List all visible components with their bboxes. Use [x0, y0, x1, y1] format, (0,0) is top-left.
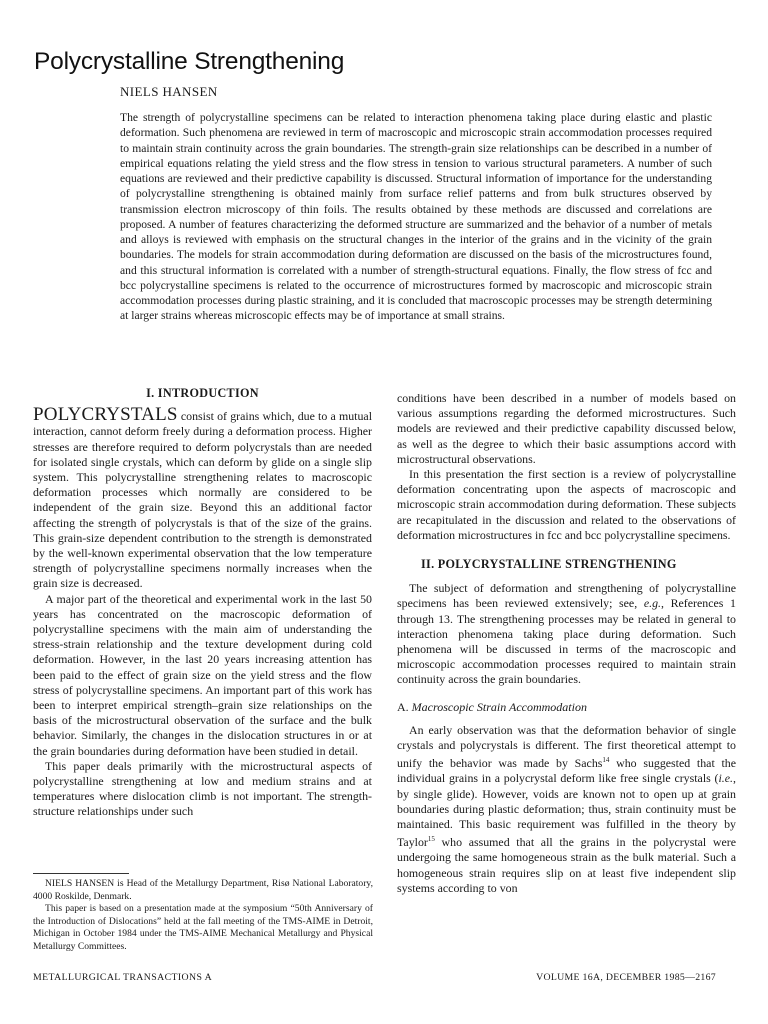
footnote-author-affiliation: NIELS HANSEN is Head of the Metallurgy Department, Risø National Laboratory, 4000 Roskilde, Denmark. — [33, 878, 373, 902]
subsection-ie: i.e. — [718, 771, 734, 786]
paper-title: Polycrystalline Strengthening — [34, 48, 345, 76]
intro-paragraph-continued: conditions have been described in a number of models based on various assumptions regarding the deformed microstructures. Such models are reviewed and their predictive capability discussed below, as well as the degree to which their basic assumptions accord with microstructural observations. — [397, 391, 736, 466]
subsection-text-b: who suggested that the individual grains in a polycrystal deform like free single crystals ( — [397, 756, 737, 786]
subsection-text-d: who assumed that all the grains in the polycrystal were undergoing the same homogeneous strain as the bulk material. Such a homogeneous strain requires slip on at least five independent slip systems according to von — [397, 835, 736, 895]
footnote-rule — [33, 873, 129, 874]
intro-dropcap: POLYCRYSTALS — [33, 404, 178, 426]
reference-14: 14 — [602, 756, 610, 765]
intro-paragraph-3: This paper deals primarily with the microstructural aspects of polycrystalline strengthening at low and medium strains and at temperatures where dislocation climb is not important. The strength-structure relationships under such — [33, 758, 372, 819]
subsection-text-a: An early observation was that the deformation behavior of single crystals and polycrystals is different. The first theoretical attempt to unify the behavior was made by Sachs — [397, 722, 736, 771]
footnotes — [33, 878, 373, 954]
abstract: The strength of polycrystalline specimens can be related to interaction phenomena taking place during elastic and plastic deformation. Such phenomena are reviewed in term of macroscopic and microscopic strain accommodation processes required to maintain strain continuity across the grain boundaries. The strength-grain size relationships can be described in a number of empirical equations relating the yield stress and the flow stress in tension to various structural parameters. A number of such equations are reviewed and their predictive capability is discussed. Structural information of importance for the understanding of polycrystalline strengthening is obtained mainly from surface relief patterns and from bulk structures observed by transmission electron microscopy of thin foils. The results obtained by these methods are discussed and correlations are proposed. A number of features characterizing the deformed structure are summarized and the behavior of a number of metals and alloys is reviewed with emphasis on the structural changes in the interior of the grains and in the vicinity of the grain boundaries. The models for strain accommodation during deformation are discussed on the basis of the microstructures found, and this structural information is correlated with a number of strength-structural equations. Finally, the flow stress of fcc and bcc polycrystalline specimens is related to the occurrence of microstructures formed by macroscopic and microscopic strain accommodation processes during plastic straining, and it is concluded that macroscopic processes may be strength determining at larger strains whereas microscopic effects may be of importance at small strains. — [120, 111, 712, 323]
section-heading-polycrystalline-strengthening: II. POLYCRYSTALLINE STRENGTHENING — [421, 557, 677, 572]
section-heading-introduction: I. INTRODUCTION — [146, 386, 259, 400]
section2-eg: e.g. — [643, 596, 661, 611]
intro-paragraph-1 — [33, 404, 372, 591]
section2-paragraph-1 — [397, 581, 736, 687]
footer-volume-page: VOLUME 16A, DECEMBER 1985—2167 — [536, 972, 716, 983]
reference-15: 15 — [427, 835, 435, 844]
section2-text-a: The subject of deformation and strengthening of polycrystalline specimens has been reviewed extensively; see, — [397, 581, 736, 611]
intro-paragraph-2: A major part of the theoretical and experimental work in the last 50 years has concentrated on the macroscopic deformation of polycrystalline specimens with the main aim of understanding the stress-strain relationship and the texture development during cold deformation. However, in the last 20 years increasing attention has been paid to the effect of grain size on the yield stress and the flow stress of polycrystalline specimens. An important part of this work has been to interpret empirical strength–grain size relationships on the basis of the microstructural observation of the surface and the bulk behavior. Similarly, the changes in the dislocation structures in or at the grain boundaries during deformation have been studied in detail. — [33, 591, 372, 758]
left-column — [33, 386, 372, 820]
subsection-title: Macroscopic Strain Accommodation — [411, 699, 587, 714]
footer-journal-name: METALLURGICAL TRANSACTIONS A — [33, 972, 213, 983]
right-column — [397, 391, 736, 896]
intro-paragraph-1-text: consist of grains which, due to a mutual interaction, cannot deform freely during a deformation process. Higher stresses are therefore required to deform polycrystals than are needed for isolated single crystals, which can deform by glide on a single slip system. This polycrystalline strengthening relates to macroscopic deformation processes which normally are considered to be independent of the grain size. Beyond this an additional factor affecting the strength of polycrystals is that of the size of the grains. This grain-size dependent contribution to the strength is demonstrated by the well-known experimental observation that the low temperature strength of polycrystalline specimens normally increases when the grain size is decreased. — [33, 409, 372, 591]
subsection-text-c: , by single glide). However, voids are known not to open up at grain boundaries during plastic deformation; thus, strain continuity must be maintained. This basic requirement was fulfilled in the theory by Taylor — [397, 771, 736, 850]
footnote-presentation: This paper is based on a presentation made at the symposium “50th Anniversary of the Introduction of Dislocations” held at the fall meeting of the TMS-AIME in Detroit, Michigan in October 1984 under the TMS-AIME Mechanical Metallurgy and Physical Metallurgy Committees. — [33, 903, 373, 952]
subsection-number: A. — [397, 699, 409, 714]
subsection-heading-macroscopic — [397, 700, 736, 715]
author-name: NIELS HANSEN — [120, 84, 218, 99]
intro-paragraph-4: In this presentation the first section is a review of polycrystalline deformation concentrating upon the aspects of macroscopic and microscopic strain accommodation during deformation. These subjects are recapitulated in the discussion and related to the observations of deformation microstructures in fcc and bcc polycrystalline specimens. — [397, 467, 736, 542]
subsection-a-paragraph-1 — [397, 723, 736, 896]
section2-text-b: , References 1 through 13. The strengthening processes may be related in general to interaction phenomena taking place during deformation. Such phenomena will be discussed in terms of the macroscopic and microscopic accommodation processes required to maintain strain continuity across the grain boundaries. — [397, 596, 736, 687]
